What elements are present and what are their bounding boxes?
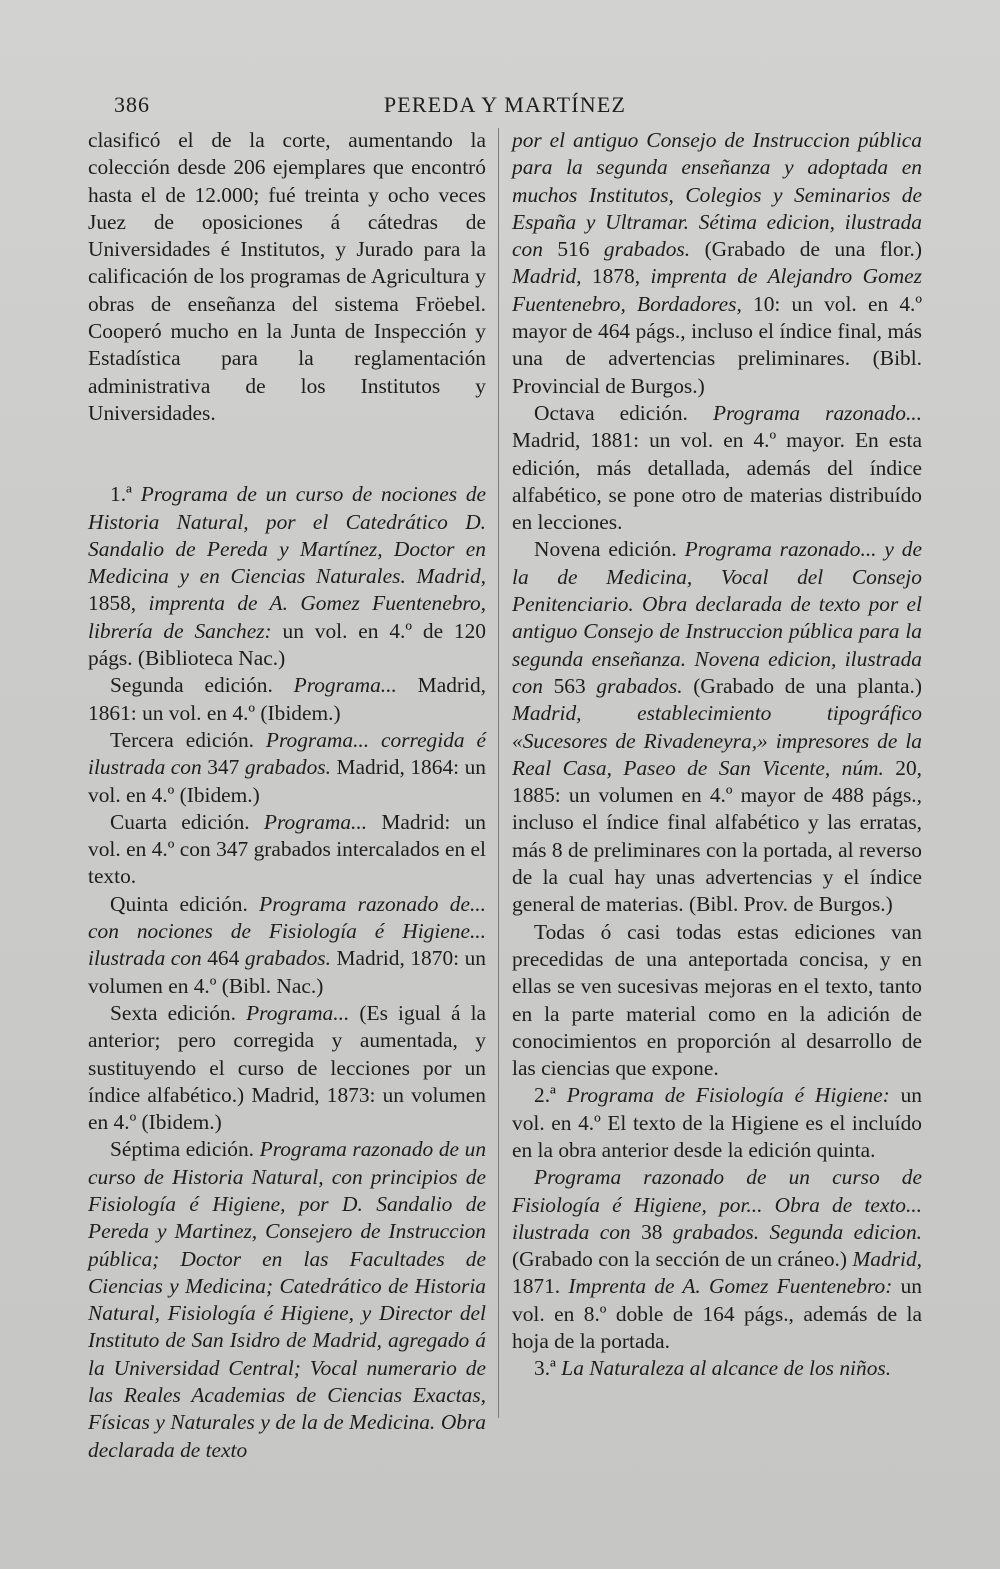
text-run: Sexta edición. <box>110 1000 247 1025</box>
italic-run: grabados. <box>596 673 683 698</box>
page-header <box>90 92 920 122</box>
paragraph <box>88 809 486 891</box>
italic-run: La Naturaleza al alcance de los niños. <box>561 1356 892 1381</box>
italic-run: grabados. <box>244 755 331 780</box>
italic-run: Programa... <box>293 673 397 698</box>
text-run: un vol. en 4.º El texto de la Higiene es el incluído en la obra anterior desde la edición quinta. <box>512 1083 922 1162</box>
text-run: 38 <box>630 1219 673 1244</box>
paragraph <box>88 891 486 1000</box>
page-number: 386 <box>114 92 150 117</box>
text-run: Octava edición. <box>534 400 713 425</box>
italic-run: grabados. <box>603 237 691 262</box>
italic-run: Programa... corregida é ilustrada con <box>88 727 486 780</box>
right-column <box>512 127 922 1427</box>
text-run: 20, 1885: un volumen en 4.º mayor de 488 págs., incluso el índice final alfabético y las erratas, más 8 de preliminares con la portada, al reverso de la cual hay unas advertencias y el índice general de materias. (Bibl. Prov. de Burgos.) <box>512 755 922 917</box>
italic-run: Madrid, <box>852 1247 922 1272</box>
paragraph <box>88 1000 486 1136</box>
text-run: Quinta edición. <box>110 891 260 916</box>
text-run: un vol. en 4.º de 120 págs. (Biblioteca Nac.) <box>88 618 486 671</box>
italic-run: Programa razonado de... con nociones de Fisiología é Higiene... ilustrada con <box>88 891 486 971</box>
text-run: 3.ª <box>534 1356 562 1381</box>
text-run: clasificó el de la corte, aumentando la colección desde 206 ejemplares que encontró hasta el de 12.000; fué treinta y ocho veces Juez de oposiciones á cátedras de Universidades é Institutos, y Jurado para la calificación de los programas de Agricultura y obras de enseñanza del sistema Fröebel. Cooperó mucho en la Junta de Inspección y Estadística para la reglamentación administrativa de los Institutos y Universidades. <box>88 128 486 425</box>
paragraph <box>512 536 922 918</box>
paragraph <box>512 1355 922 1382</box>
text-run: 563 <box>542 673 597 698</box>
text-run: Madrid: un vol. en 4.º con 347 grabados intercalados en el texto. <box>88 809 486 889</box>
text-run: 464 <box>201 946 245 971</box>
text-run: (Grabado con la sección de un cráneo.) <box>512 1247 853 1272</box>
text-run: 516 <box>542 237 604 262</box>
text-run: 1871. <box>512 1274 569 1299</box>
text-run: (Grabado de una planta.) <box>682 673 922 698</box>
paragraph <box>88 672 486 727</box>
italic-run: Programa razonado de un curso de Fisiología é Higiene, por... Obra de texto... ilustrada con <box>512 1165 922 1244</box>
paragraph <box>512 919 922 1083</box>
italic-run: por el antiguo Consejo de Instruccion pública para la segunda enseñanza y adoptada en muchos Institutos, Colegios y Seminarios de España y Ultramar. Sétima edicion, ilustrada con <box>512 128 922 262</box>
paragraph <box>88 1136 486 1464</box>
text-run: 2.ª <box>534 1083 567 1108</box>
italic-run: Imprenta de A. Gomez Fuentenebro: <box>568 1274 893 1299</box>
paragraph <box>512 127 922 400</box>
text-run: Madrid, 1881: un vol. en 4.º mayor. En esta edición, más detallada, además del índice alfabético, se pone otro de materias distribuído en lecciones. <box>512 428 922 535</box>
italic-run: Madrid, establecimiento tipográfico «Sucesores de Rivadeneyra,» impresores de la Real Casa, Paseo de San Vicente, núm. <box>512 701 922 780</box>
italic-run: imprenta de A. Gomez Fuentenebro, librería de Sanchez: <box>88 591 487 643</box>
italic-run: Programa razonado... <box>712 400 922 425</box>
column-divider <box>498 128 499 1418</box>
paragraph <box>512 1082 922 1164</box>
italic-run: Madrid, <box>512 264 582 289</box>
italic-run: grabados. Segunda edicion. <box>672 1219 922 1244</box>
text-run: Todas ó casi todas estas ediciones van precedidas de una anteportada concisa, y en ellas se ven sucesivas mejoras en el texto, tanto en la parte material como en la adición de conocimientos en proporción al desarrollo de las ciencias que expone. <box>512 919 922 1081</box>
text-run: 10: un vol. en 4.º mayor de 464 págs., incluso el índice final, más una de advertencias preliminares. (Bibl. Provincial de Burgos.) <box>512 291 923 398</box>
text-run: Séptima edición. <box>110 1137 260 1162</box>
text-run: Tercera edición. <box>110 727 266 752</box>
italic-run: grabados. <box>244 946 331 971</box>
paragraph <box>512 400 922 536</box>
text-run: Madrid, 1861: un vol. en 4.º (Ibidem.) <box>88 673 486 725</box>
paragraph <box>88 481 486 672</box>
text-run: un vol. en 8.º doble de 164 págs., además de la hoja de la portada. <box>512 1274 922 1354</box>
text-run: Cuarta edición. <box>110 809 264 834</box>
text-run: (Grabado de una flor.) <box>690 237 922 262</box>
paragraph <box>88 127 486 427</box>
text-run: (Es igual á la anterior; pero corregida y aumentada, y sustituyendo el curso de lecciones por un índice alfabético.) Madrid, 1873: un volumen en 4.º (Ibidem.) <box>88 1000 487 1135</box>
text-run: Novena edición. <box>534 537 685 562</box>
italic-run: Programa razonado de un curso de Historia Natural, con principios de Fisiología é Higiene, por D. Sandalio de Pereda y Martinez, Consejero de Instruccion pública; Doctor en las Facultades de Ciencias y Medicina; Catedrático de Historia Natural, Fisiología é Higiene, y Director del Instituto de San Isidro de Madrid, agregado á la Universidad Central; Vocal numerario de las Reales Academias de Ciencias Exactas, Físicas y Naturales y de la de Medicina. Obra declarada de texto <box>88 1137 487 1462</box>
text-run: Madrid, 1870: un volumen en 4.º (Bibl. Nac.) <box>88 946 486 998</box>
italic-run: imprenta de Alejandro Gomez Fuentenebro, Bordadores, <box>512 264 922 316</box>
text-run: 1858, <box>88 591 149 616</box>
text-run: 1878, <box>581 264 651 289</box>
italic-run: Programa... <box>263 809 368 834</box>
left-column <box>88 127 487 1462</box>
paragraph <box>88 727 486 809</box>
italic-run: Programa de un curso de nociones de Historia Natural, por el Catedrático D. Sandalio de Pereda y Martínez, Doctor en Medicina y en Ciencias Naturales. Madrid, <box>88 482 487 589</box>
text-run: Madrid, 1864: un vol. en 4.º (Ibidem.) <box>88 755 486 807</box>
running-title: PEREDA Y MARTÍNEZ <box>383 92 627 117</box>
text-run: Segunda edición. <box>110 673 294 698</box>
text-run: 347 <box>201 755 245 780</box>
italic-run: Programa... <box>246 1000 350 1025</box>
italic-run: Programa razonado... y de la de Medicina, Vocal del Consejo Penitenciario. Obra declarada de texto por el antiguo Consejo de Instruccion pública para la segunda enseñanza. Novena edicion, ilustrada con <box>512 537 922 698</box>
italic-run: Programa de Fisiología é Higiene: <box>566 1083 890 1108</box>
paragraph <box>512 1164 922 1355</box>
text-run: 1.ª <box>110 482 141 507</box>
